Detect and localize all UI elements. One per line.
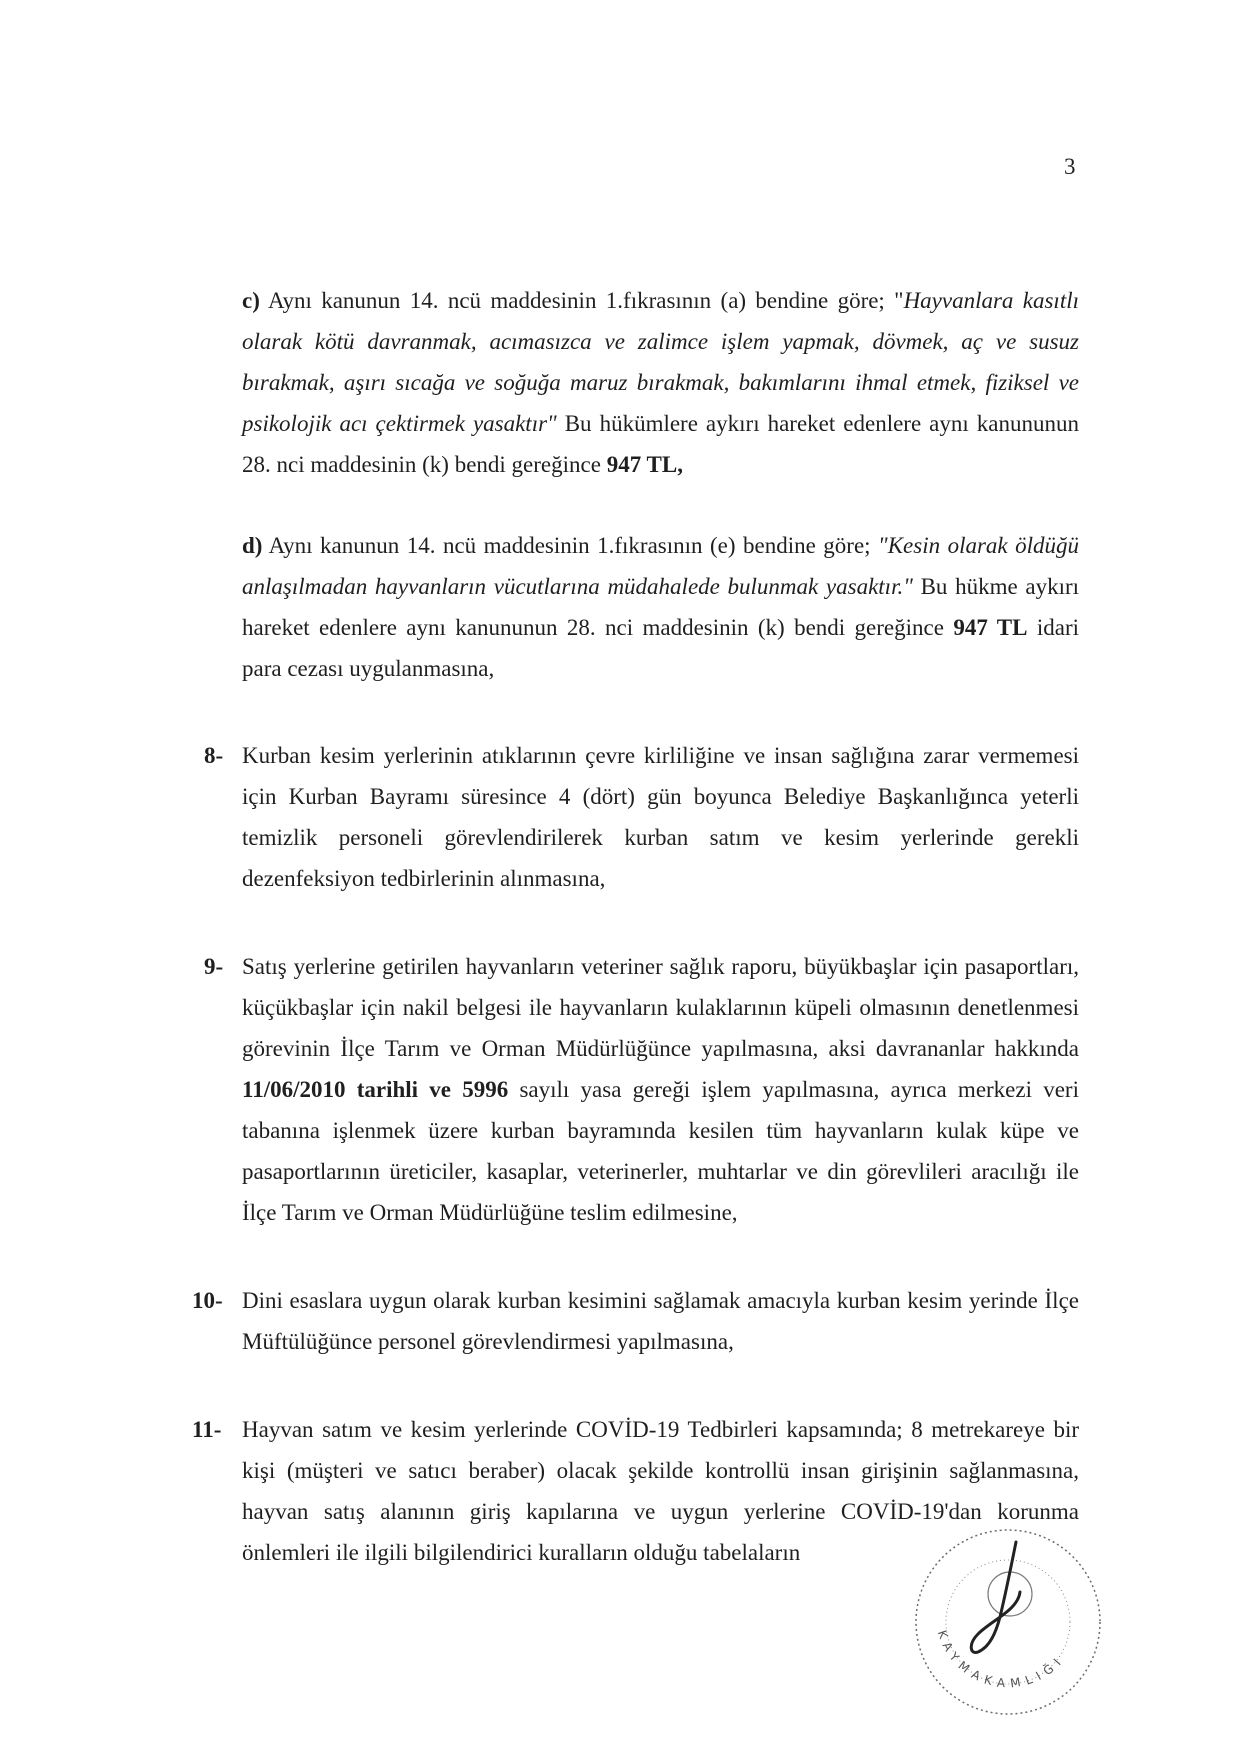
item-8-number: 8- <box>204 743 224 768</box>
paragraph-c-marker: c) <box>242 288 260 313</box>
paragraph-c-text2: Bu hükümlere aykırı hareket edenlere aynı kanununun 28. nci maddesinin (k) bendi gereğince <box>242 411 1079 477</box>
paragraph-c <box>0 280 1240 485</box>
item-8 <box>0 735 1240 899</box>
paragraph-d-text3: idari para cezası uygulanmasına, <box>242 615 1079 681</box>
item-9-number: 9- <box>204 954 224 979</box>
item-11-text: Hayvan satım ve kesim yerlerinde COVİD-19 Tedbirleri kapsamında; 8 metrekareye bir kişi (müşteri ve satıcı beraber) olacak şekilde kontrollü insan girişinin sağlanmasına, hayvan satış alanının giriş kapılarına ve uygun yerlerine COVİD-19'dan korunma önlemleri ile ilgili bilgilendirici kuralların olduğu tabelaların <box>242 1417 1079 1565</box>
official-seal-stamp <box>908 1522 1108 1732</box>
item-9-text1: Satış yerlerine getirilen hayvanların veteriner sağlık raporu, büyükbaşlar için pasaportları, küçükbaşlar için nakil belgesi ile hayvanların kulaklarının küpeli olmasının denetlenmesi görevinin İlçe Tarım ve Orman Müdürlüğünce yapılmasına, aksi davrananlar hakkında <box>242 954 1079 1061</box>
paragraph-c-quote: Hayvanlara kasıtlı olarak kötü davranmak, acımasızca ve zalimce işlem yapmak, dövmek, aç ve susuz bırakmak, aşırı sıcağa ve soğuğa maruz bırakmak, bakımlarını ihmal etmek, fiziksel ve psikolojik acı çektirmek yasaktır" <box>242 288 1079 436</box>
item-9 <box>0 946 1240 1233</box>
item-9-bold-date: 11/06/2010 tarihli ve 5996 <box>242 1077 509 1102</box>
paragraph-d-quote: "Kesin olarak öldüğü anlaşılmadan hayvanların vücutlarına müdahalede bulunmak yasaktır." <box>242 533 1079 599</box>
document-body <box>0 280 1240 1573</box>
paragraph-c-text1: Aynı kanunun 14. ncü maddesinin 1.fıkrasının (a) bendine göre; " <box>259 288 904 313</box>
paragraph-c-amount: 947 TL, <box>606 452 683 477</box>
svg-text:KAYMAKAMLIĞI <box>935 1628 1068 1690</box>
seal-text: KAYMAKAMLIĞI <box>934 1628 1068 1691</box>
item-9-text2: sayılı yasa gereği işlem yapılmasına, ayrıca merkezi veri tabanına işlenmek üzere kurban bayramında kesilen tüm hayvanların kulak küpe ve pasaportlarının üreticiler, kasaplar, veterinerler, muhtarlar ve din görevlileri aracılığı ile İlçe Tarım ve Orman Müdürlüğüne teslim edilmesine, <box>242 1077 1079 1225</box>
paragraph-d <box>0 525 1240 689</box>
page-number: 3 <box>1064 154 1076 179</box>
item-10-number: 10- <box>192 1288 223 1313</box>
item-8-text: Kurban kesim yerlerinin atıklarının çevre kirliliğine ve insan sağlığına zarar vermemesi için Kurban Bayramı süresince 4 (dört) gün boyunca Belediye Başkanlığınca yeterli temizlik personeli görevlendirilerek kurban satım ve kesim yerlerinde gerekli dezenfeksiyon tedbirlerinin alınmasına, <box>242 743 1079 891</box>
item-10-text: Dini esaslara uygun olarak kurban kesimini sağlamak amacıyla kurban kesim yerinde İlçe Müftülüğünce personel görevlendirmesi yapılmasına, <box>242 1288 1079 1354</box>
paragraph-d-text2: Bu hükme aykırı hareket edenlere aynı kanununun 28. nci maddesinin (k) bendi gereğince <box>242 574 1080 640</box>
item-10 <box>0 1280 1240 1362</box>
paragraph-d-amount: 947 TL <box>953 615 1028 640</box>
item-11-number: 11- <box>192 1417 222 1442</box>
paragraph-d-text1: Aynı kanunun 14. ncü maddesinin 1.fıkrasının (e) bendine göre; <box>262 533 879 558</box>
paragraph-d-marker: d) <box>242 533 263 558</box>
